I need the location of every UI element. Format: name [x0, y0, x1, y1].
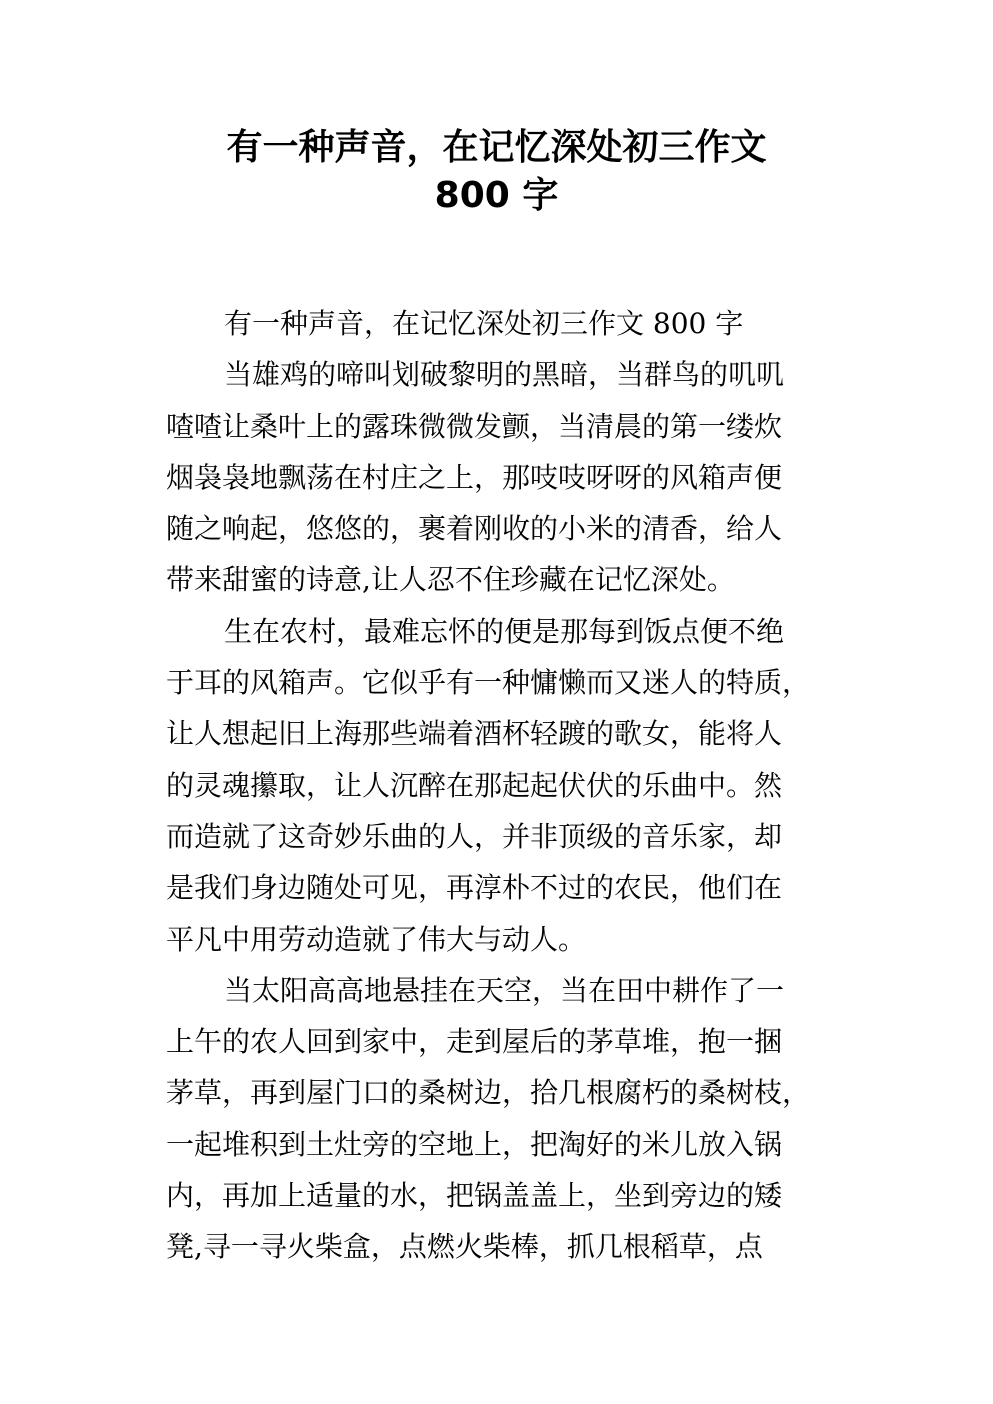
paragraph-line: 内，再加上适量的水，把锅盖盖上，坐到旁边的矮 — [166, 1179, 783, 1213]
paragraph-line: 带来甜蜜的诗意,让人忍不住珍藏在记忆深处。 — [166, 563, 735, 597]
title-line-2: 800 字 — [434, 175, 559, 216]
paragraph-line: 当雄鸡的啼叫划破黎明的黑暗，当群鸟的叽叽 — [224, 358, 785, 392]
paragraph-line: 当太阳高高地悬挂在天空，当在田中耕作了一 — [224, 973, 785, 1007]
paragraph-line: 一起堆积到土灶旁的空地上，把淘好的米儿放入锅 — [166, 1127, 783, 1161]
paragraph-line: 平凡中用劳动造就了伟大与动人。 — [166, 922, 587, 956]
paragraph-1 — [166, 349, 836, 605]
document-body — [166, 298, 836, 1273]
paragraph-line: 于耳的风箱声。它似乎有一种慵懒而又迷人的特质， — [166, 666, 811, 700]
paragraph-line: 烟袅袅地飘荡在村庄之上，那吱吱呀呀的风箱声便 — [166, 460, 783, 494]
paragraph-line: 的灵魂攥取，让人沉醉在那起起伏伏的乐曲中。然 — [166, 768, 783, 802]
title-line-1: 有一种声音，在记忆深处初三作文 — [226, 127, 767, 168]
paragraph-line: 随之响起，悠悠的，裹着刚收的小米的清香，给人 — [166, 512, 783, 546]
paragraph-line: 是我们身边随处可见，再淳朴不过的农民，他们在 — [166, 871, 783, 905]
paragraph-line: 上午的农人回到家中，走到屋后的茅草堆，抱一捆 — [166, 1025, 783, 1059]
paragraph-2 — [166, 606, 836, 965]
paragraph-3 — [166, 965, 836, 1273]
subtitle-line: 有一种声音，在记忆深处初三作文 800 字 — [224, 307, 744, 340]
paragraph-line: 凳,寻一寻火柴盒，点燃火柴棒，抓几根稻草，点 — [166, 1230, 763, 1264]
paragraph-line: 茅草，再到屋门口的桑树边，拾几根腐朽的桑树枝， — [166, 1076, 811, 1110]
paragraph-line: 而造就了这奇妙乐曲的人，并非顶级的音乐家，却 — [166, 819, 783, 853]
paragraph-line: 让人想起旧上海那些端着酒杯轻踱的歌女，能将人 — [166, 717, 783, 751]
document-title — [0, 124, 993, 220]
paragraph-line: 生在农村，最难忘怀的便是那每到饭点便不绝 — [224, 614, 785, 648]
paragraph-line: 喳喳让桑叶上的露珠微微发颤，当清晨的第一缕炊 — [166, 409, 783, 443]
